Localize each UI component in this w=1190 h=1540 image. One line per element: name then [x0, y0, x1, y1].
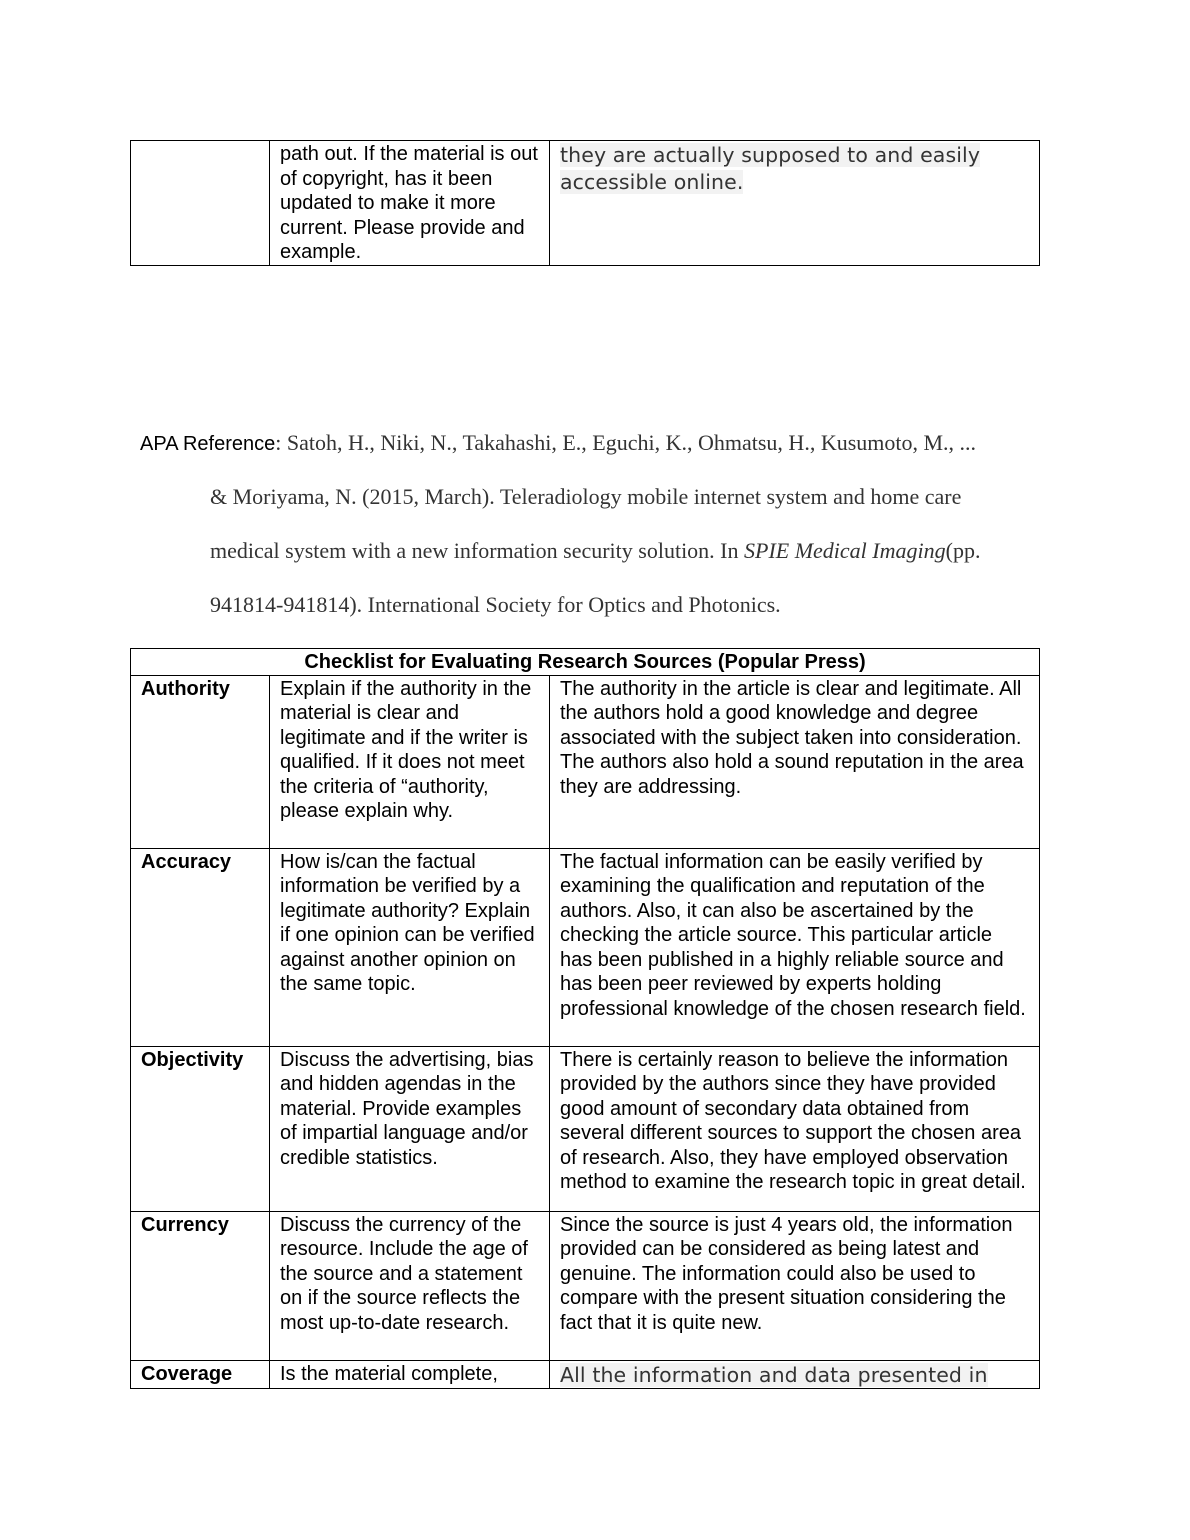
- reference-line-4: 941814-941814). International Society for Optics and Photonics.: [210, 592, 781, 617]
- answer-cell: Since the source is just 4 years old, the information provided can be considered as being latest and genuine. The information could also be used to compare with the present situation considering the fact that it is quite new.: [550, 1211, 1040, 1360]
- table-row: [131, 141, 1040, 266]
- criterion-cell: [131, 141, 270, 266]
- reference-text: (pp.: [945, 538, 981, 563]
- reference-line-2: & Moriyama, N. (2015, March). Teleradiology mobile internet system and home care: [210, 484, 962, 509]
- prompt-cell: path out. If the material is out of copyright, has it been updated to make it more current. Please provide and example.: [270, 141, 550, 266]
- reference-text: medical system with a new information security solution. In: [210, 538, 745, 563]
- prompt-cell: Is the material complete,: [270, 1360, 550, 1389]
- reference-line-1: [140, 430, 976, 456]
- table-row-accuracy: [131, 848, 1040, 1046]
- continued-table: [130, 140, 1040, 266]
- table-row-objectivity: [131, 1046, 1040, 1211]
- prompt-cell: Discuss the advertising, bias and hidden agendas in the material. Provide examples of impartial language and/or credible statistics.: [270, 1046, 550, 1211]
- reference-label: APA Reference: [140, 433, 276, 455]
- criterion-cell: Objectivity: [131, 1046, 270, 1211]
- answer-cell: [550, 141, 1040, 266]
- table-row-authority: [131, 675, 1040, 848]
- criterion-cell: Authority: [131, 675, 270, 848]
- answer-cell: The factual information can be easily verified by examining the qualification and reputation of the authors. Also, it can also be ascertained by the checking the article source. This particular article has been published in a highly reliable source and has been peer reviewed by experts holding professional knowledge of the chosen research field.: [550, 848, 1040, 1046]
- prompt-cell: Discuss the currency of the resource. Include the age of the source and a statement on if the source reflects the most up-to-date research.: [270, 1211, 550, 1360]
- criterion-cell: Currency: [131, 1211, 270, 1360]
- answer-cell: [550, 1360, 1040, 1389]
- reference-line-3: [210, 538, 980, 564]
- criterion-cell: Accuracy: [131, 848, 270, 1046]
- answer-cell: There is certainly reason to believe the information provided by the authors since they have provided good amount of secondary data obtained from several different sources to support the chosen area of research. Also, they have employed observation method to examine the research topic in great detail.: [550, 1046, 1040, 1211]
- highlighted-answer: All the information and data presented in: [560, 1362, 988, 1387]
- checklist-header-row: [131, 649, 1040, 676]
- checklist-title: Checklist for Evaluating Research Sources (Popular Press): [131, 649, 1040, 676]
- highlighted-answer: they are actually supposed to and easily accessible online.: [560, 143, 981, 194]
- table-row-coverage: [131, 1360, 1040, 1389]
- prompt-cell: Explain if the authority in the material is clear and legitimate and if the writer is qualified. If it does not meet the criteria of “authority, please explain why.: [270, 675, 550, 848]
- reference-text: : Satoh, H., Niki, N., Takahashi, E., Eguchi, K., Ohmatsu, H., Kusumoto, M., ...: [275, 430, 977, 455]
- criterion-cell: Coverage: [131, 1360, 270, 1389]
- journal-title: SPIE Medical Imaging: [744, 538, 946, 563]
- table-row-currency: [131, 1211, 1040, 1360]
- answer-cell: The authority in the article is clear and legitimate. All the authors hold a good knowledge and degree associated with the subject taken into consideration. The authors also hold a sound reputation in the area they are addressing.: [550, 675, 1040, 848]
- prompt-cell: How is/can the factual information be verified by a legitimate authority? Explain if one opinion can be verified against another opinion on the same topic.: [270, 848, 550, 1046]
- checklist-table: [130, 648, 1040, 1389]
